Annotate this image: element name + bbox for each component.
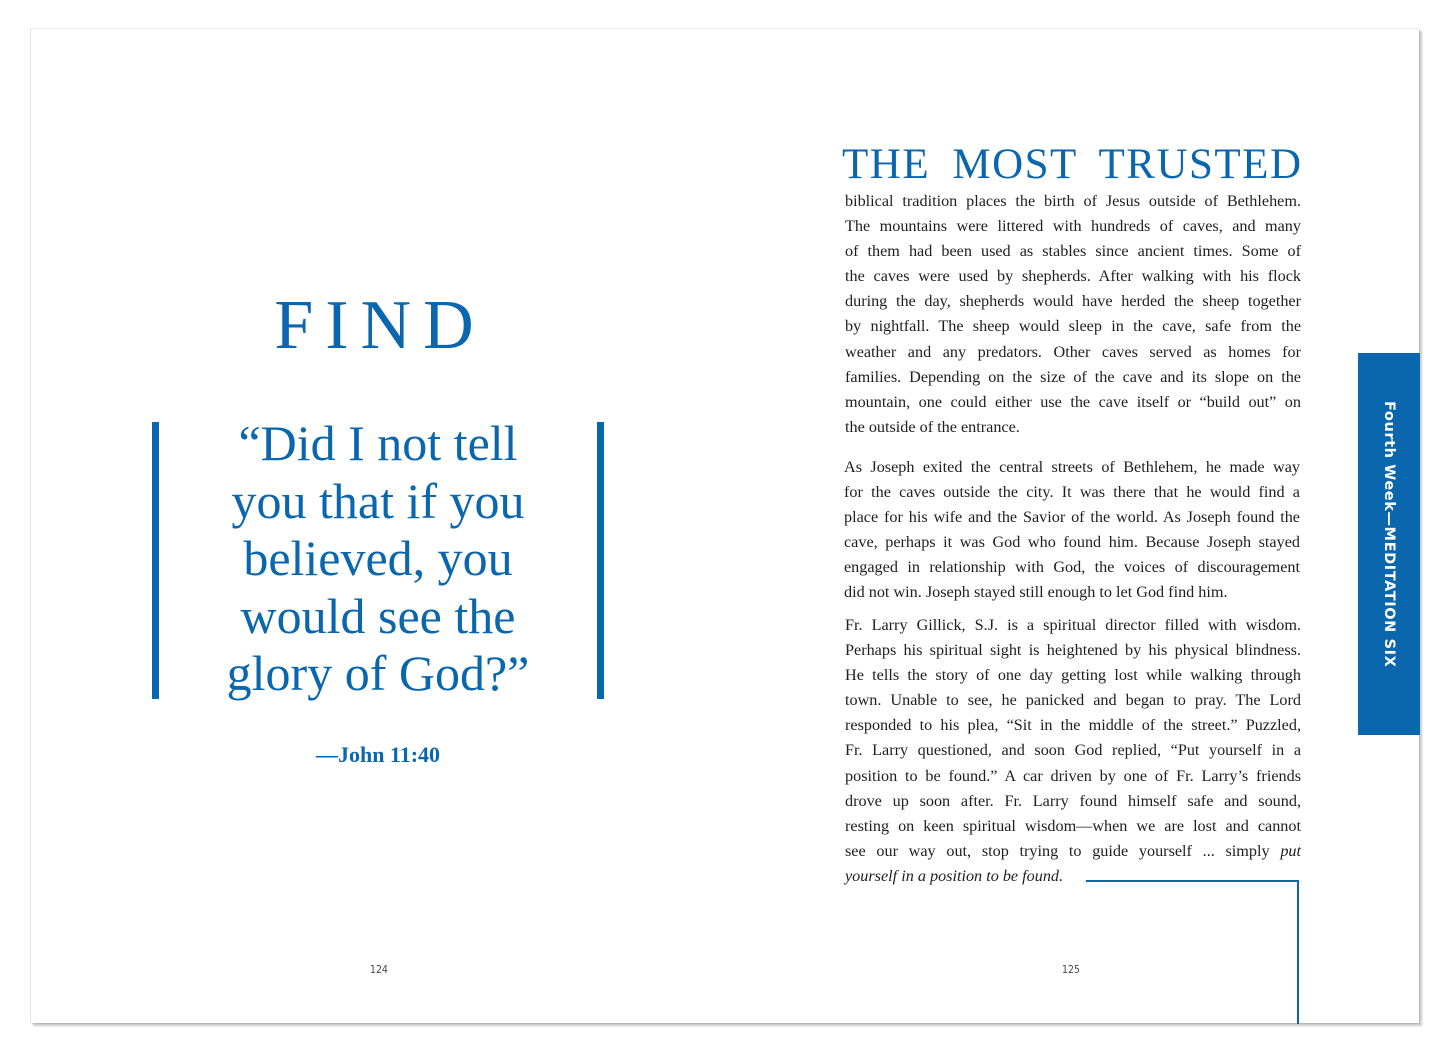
text-line: He tells the story of one day getting lost while walking through (845, 666, 1301, 685)
text-line: did not win. Joseph stayed still enough to let God find him. (844, 583, 1228, 602)
text-line: engaged in relationship with God, the voices of discouragement (844, 558, 1300, 577)
text-line: resting on keen spiritual wisdom—when we are lost and cannot (845, 816, 1301, 835)
page-number-right: 125 (1062, 963, 1080, 976)
text-run: see our way out, stop trying to guide yourself ... simply (845, 841, 1281, 860)
quote-bar-left (152, 422, 159, 699)
quote-line: you that if you (231, 472, 525, 529)
text-line: for the caves outside the city. It was there that he would find a (844, 483, 1300, 502)
text-line: responded to his plea, “Sit in the middle of the street.” Puzzled, (845, 716, 1301, 735)
text-line: As Joseph exited the central streets of Bethlehem, he made way (844, 458, 1300, 476)
left-page (31, 29, 725, 1023)
scripture-citation: —John 11:40 (315, 742, 441, 767)
right-page (725, 29, 1420, 1023)
text-line: drove up soon after. Fr. Larry found himself safe and sound, (845, 791, 1301, 810)
page-number-left: 124 (370, 963, 388, 976)
quote-line: glory of God?” (226, 645, 530, 701)
end-rule-vertical (1297, 880, 1299, 1024)
quote-line: “Did I not tell (238, 415, 518, 471)
chapter-side-tab (1358, 353, 1420, 735)
section-title: FIND (274, 287, 486, 364)
text-line: families. Depending on the size of the cave and its slope on the (845, 367, 1301, 386)
text-line: mountain, one could either use the cave itself or “build out” on (845, 392, 1301, 411)
paragraph-1 (845, 189, 1301, 440)
italic-run: put (1280, 841, 1301, 860)
text-line: position to be found.” A car driven by one of Fr. Larry’s friends (845, 766, 1301, 785)
text-line: by nightfall. The sheep would sleep in the cave, safe from the (845, 317, 1301, 336)
quote-bar-right (597, 422, 604, 699)
scripture-quote (171, 415, 585, 703)
text-line: during the day, shepherds would have herded the sheep together (845, 292, 1301, 311)
text-line: The mountains were littered with hundreds of caves, and many (845, 217, 1301, 236)
text-line (845, 839, 1301, 864)
text-line: the outside of the entrance. (845, 417, 1020, 436)
text-line: place for his wife and the Savior of the world. As Joseph found the (844, 508, 1300, 527)
text-line: biblical tradition places the birth of Jesus outside of Bethlehem. (845, 192, 1301, 210)
section-heading: THE MOST TRUSTED (842, 141, 1303, 188)
text-line: of them had been used as stables since ancient times. Some of (845, 242, 1301, 261)
text-line: Perhaps his spiritual sight is heightened by his physical blindness. (845, 641, 1301, 660)
text-line: town. Unable to see, he panicked and began to pray. The Lord (845, 691, 1301, 710)
text-line-italic: yourself in a position to be found. (845, 866, 1064, 885)
text-line: Fr. Larry Gillick, S.J. is a spiritual director filled with wisdom. (845, 616, 1301, 634)
text-line: Fr. Larry questioned, and soon God replied, “Put yourself in a (845, 741, 1301, 760)
end-rule-horizontal (1086, 880, 1299, 882)
chapter-tab-label: Fourth Week—MEDITATION SIX (1381, 400, 1397, 668)
book-spread (30, 28, 1419, 1023)
quote-line: would see the (240, 587, 516, 644)
paragraph-3 (845, 613, 1301, 889)
quote-line: believed, you (243, 530, 513, 586)
paragraph-2 (844, 455, 1300, 606)
text-line: the caves were used by shepherds. After walking with his flock (845, 267, 1301, 286)
text-line: cave, perhaps it was God who found him. Because Joseph stayed (844, 533, 1300, 552)
text-line: weather and any predators. Other caves served as homes for (845, 342, 1301, 361)
